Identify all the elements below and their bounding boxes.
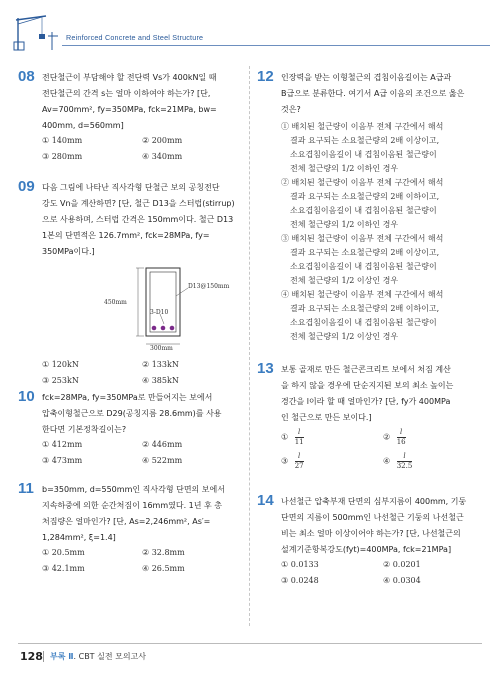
option[interactable]: ③ 473mm [42,456,83,465]
option[interactable]: ③ 253kN [42,376,79,385]
option-line: 전체 철근량의 1/2 이하인 경우 [290,220,399,229]
question-line: 나선철근 압축부재 단면의 심부지름이 400mm, 기둥 [281,497,467,506]
option-line: 결과 요구되는 소요철근량의 2배 이상이고, [290,136,440,145]
option[interactable] [383,428,406,447]
option[interactable] [281,232,443,288]
question-line: 강도 Vn을 계산하면? [단, 철근 D13을 스터럽(stirrup) [42,199,235,208]
option[interactable]: ③ 280mm [42,152,83,161]
option-mark: ① [281,432,289,442]
footer-subtitle: . CBT 실전 모의고사 [73,652,147,661]
fraction [397,428,406,447]
question-line: 설계기준항복강도(fyt)=400MPa, fck=21MPa] [281,545,452,554]
question-10 [18,388,244,478]
question-line: Av=700mm², fy=350MPa, fck=21MPa, bw= [42,105,217,114]
question-text [281,70,464,118]
question-number: 12 [257,68,274,85]
question-line: 을 하지 않을 경우에 단순지지된 보의 최소 높이는 [281,381,454,390]
option-line: ① 배치된 철근량이 이음부 전체 구간에서 해석 [281,122,444,131]
footer-label [50,651,146,662]
fraction-denominator: 27 [294,462,304,470]
question-line: 단면의 지름이 500mm인 나선철근 기둥의 나선철근 [281,513,464,522]
option-line: 전체 철근량의 1/2 이상인 경우 [290,276,399,285]
question-line: B급으로 분류한다. 여기서 A급 이음의 조건으로 옳은 [281,89,465,98]
option-line: 소요겹침이음길이 내 겹침이음된 철근량이 [290,262,437,271]
fraction [397,452,413,471]
option[interactable]: ② 0.0201 [383,560,421,569]
question-number: 14 [257,492,274,509]
rebar-dot [161,326,166,331]
rebar-dot [170,326,175,331]
question-11 [18,480,244,590]
question-text [42,390,222,438]
option-line: ④ 배치된 철근량이 이음부 전체 구간에서 해석 [281,290,444,299]
question-line: 인 철근으로 만든 보이다.] [281,413,372,422]
option[interactable]: ② 133kN [142,360,179,369]
option[interactable]: ② 200mm [142,136,183,145]
question-line: 압축이형철근으로 D29(공칭지름 28.6mm)를 사용 [42,409,222,418]
fraction-denominator: 32.5 [396,462,413,470]
bars-label: 3-D10 [150,309,169,316]
page-number: 128 [20,650,43,663]
option-line: 결과 요구되는 소요철근량의 2배 이하이고, [290,304,440,313]
fraction-numerator: l [397,428,406,438]
option[interactable]: ③ 42.1mm [42,564,85,573]
fraction [295,428,304,447]
option-line: 전체 철근량의 1/2 이상인 경우 [290,332,399,341]
question-line: 지속하중에 의한 순간처짐이 16mm였다. 1년 후 총 [42,501,223,510]
option-line: 결과 요구되는 소요철근량의 2배 이상이고, [290,248,440,257]
footer-separator [43,651,44,662]
option[interactable] [281,452,304,471]
option[interactable]: ④ 385kN [142,376,179,385]
option[interactable]: ④ 340mm [142,152,183,161]
question-14 [257,492,487,602]
option[interactable]: ① 140mm [42,136,83,145]
fraction-numerator: l [295,428,304,438]
option[interactable]: ① 20.5mm [42,548,85,557]
question-line: 것은? [281,105,301,114]
option-line: 결과 요구되는 소요철근량의 2배 이하이고, [290,192,440,201]
option[interactable] [281,120,443,176]
option[interactable] [281,288,443,344]
question-number: 11 [18,480,34,497]
question-line: 1,284mm², ξ=1.4] [42,533,116,542]
question-13 [257,360,487,480]
question-line: 다음 그림에 나타난 직사각형 단철근 보의 공칭전단 [42,183,220,192]
option[interactable]: ② 446mm [142,440,183,449]
question-line: 전단철근이 부담해야 할 전단력 Vs가 400kN일 때 [42,73,217,82]
page-header [0,0,500,54]
question-line: 처짐량은 얼마인가? [단, As=2,246mm², As′= [42,517,211,526]
question-number: 10 [18,388,35,405]
question-08 [18,68,244,178]
question-line: 전단철근의 간격 s는 얼마 이하여야 하는가? [단, [42,89,211,98]
option-line: 전체 철근량의 1/2 이하인 경우 [290,164,399,173]
crane-icon [12,12,62,52]
question-text [42,70,217,134]
question-line: fck=28MPa, fy=350MPa로 만들어지는 보에서 [42,393,213,402]
question-line: 경간을 l이라 할 때 얼마인가? [단, fy가 400MPa [281,397,451,406]
footer-section: 부록 Ⅱ [50,652,74,661]
beam-section-figure [42,266,242,350]
option[interactable] [281,428,304,447]
question-number: 13 [257,360,274,377]
option-line: ② 배치된 철근량이 이음부 전체 구간에서 해석 [281,178,444,187]
fraction-denominator: 11 [294,438,304,446]
question-line: 한다면 기본정착길이는? [42,425,127,434]
question-line: 보통 골재로 만든 철근콘크리트 보에서 처짐 계산 [281,365,451,374]
header-title: Reinforced Concrete and Steel Structure [66,33,204,42]
fraction-numerator: l [397,452,413,462]
option[interactable]: ④ 522mm [142,456,183,465]
option[interactable]: ② 32.8mm [142,548,185,557]
header-divider [62,45,490,46]
long-options [281,120,443,344]
option[interactable] [383,452,412,471]
question-09 [18,178,244,400]
height-label: 450mm [104,299,127,306]
question-line: 350MPa이다.] [42,247,95,256]
option[interactable]: ① 120kN [42,360,79,369]
option-mark: ③ [281,456,289,466]
question-text [42,482,225,546]
option-mark: ④ [383,456,391,466]
question-number: 08 [18,68,35,85]
footer-divider [18,643,482,644]
question-line: 인장력을 받는 이형철근의 겹침이음길이는 A급과 [281,73,452,82]
question-line: 1본의 단면적은 126.7mm², fck=28MPa, fy= [42,231,210,240]
option-line: 소요겹침이음길이 내 겹침이음된 철근량이 [290,206,437,215]
column-divider [249,66,250,626]
rebar-dot [152,326,157,331]
option-line: 소요겹침이음길이 내 겹침이음된 철근량이 [290,318,437,327]
option-line: 소요겹침이음길이 내 겹침이음된 철근량이 [290,150,437,159]
option[interactable]: ④ 0.0304 [383,576,421,585]
question-12 [257,68,487,348]
option[interactable]: ③ 0.0248 [281,576,319,585]
option[interactable]: ① 0.0133 [281,560,319,569]
question-line: 400mm, d=560mm] [42,121,124,130]
option[interactable]: ① 412mm [42,440,83,449]
question-text [281,362,453,426]
fraction [295,452,304,471]
stirrup-label: D13@150mm [188,283,230,290]
question-line: 으로 사용하며, 스터럽 간격은 150mm이다. 철근 D13 [42,215,234,224]
fraction-denominator: 16 [396,438,406,446]
option[interactable]: ④ 26.5mm [142,564,185,573]
question-text [42,180,235,260]
fraction-numerator: l [295,452,304,462]
question-text [281,494,466,558]
width-label: 300mm [150,345,173,350]
question-line: 비는 최소 얼마 이상이어야 하는가? [단, 나선철근의 [281,529,461,538]
option-mark: ② [383,432,391,442]
question-number: 09 [18,178,35,195]
question-line: b=350mm, d=550mm인 직사각형 단면의 보에서 [42,485,225,494]
option[interactable] [281,176,443,232]
option-line: ③ 배치된 철근량이 이음부 전체 구간에서 해석 [281,234,444,243]
